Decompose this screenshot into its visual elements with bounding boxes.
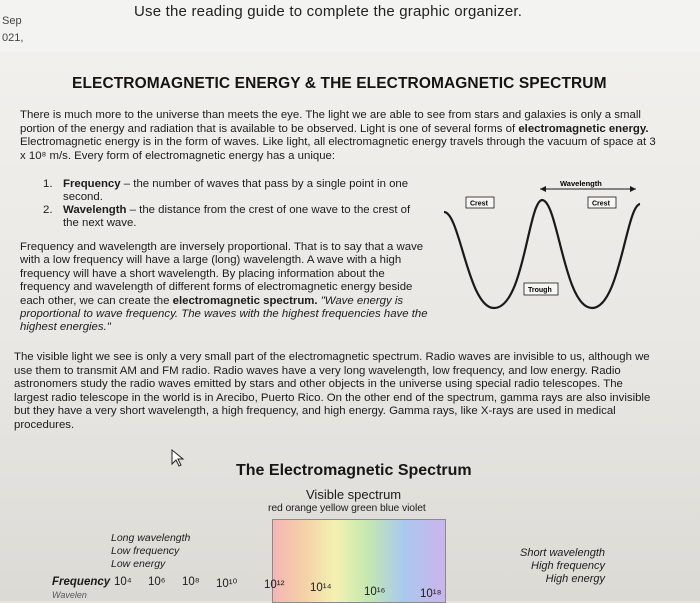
para2-italic-quote: "Wave energy is proportional to wave frequency. The waves with the highest frequencies have the highest energies." (20, 294, 428, 334)
low-end-label: Long wavelength (111, 532, 191, 544)
date-label (2, 13, 23, 47)
frequency-label: Frequency (52, 576, 111, 588)
date-line-1: Sep (2, 15, 22, 27)
frequency-tick: 10¹⁴ (310, 582, 332, 594)
spectrum-title: The Electromagnetic Spectrum (236, 462, 472, 479)
article-title: ELECTROMAGNETIC ENERGY & THE ELECTROMAGNETIC SPECTRUM (72, 75, 607, 92)
visible-spectrum-label: Visible spectrum (306, 487, 402, 502)
trough-label: Trough (528, 287, 552, 294)
high-end-label: High energy (545, 573, 605, 585)
list-item (43, 178, 413, 204)
para2-text: Frequency and wavelength are inversely proportional. That is to say that a wave with a low frequency will have a large (long) wavelength. A wave with a high frequency will have a short wavelength. By placing information about the frequency and wavelength of different forms of electromagnetic energy beside each other, we can create the (20, 241, 424, 307)
intro-text-a: There is much more to the universe than meets the eye. The light we are able to see from stars and galaxies is only a small portion of the energy and radiation that is available to be observed. Light is one of several forms of (20, 109, 641, 135)
intro-paragraph (20, 109, 656, 163)
crest-label-left: Crest (470, 200, 488, 208)
inverse-paragraph (20, 241, 432, 335)
frequency-tick: 10⁶ (148, 576, 166, 588)
frequency-tick: 10¹⁰ (216, 578, 238, 590)
visible-colors-label: red orange yellow green blue violet (268, 503, 426, 514)
list-term: Wavelength (63, 204, 127, 216)
arrow-right-head (630, 186, 636, 192)
top-header-bar (0, 0, 700, 52)
list-term: Frequency (63, 178, 121, 190)
visible-light-paragraph: The visible light we see is only a very small part of the electromagnetic spectrum. Radio waves are invisible to us, although we use them to transmit AM and FM radio. Radio waves have a very long wavelength, low frequency, and low energy. Radio astronomers study the radio waves emitted by stars and other objects in the universe using special radio telescopes. The largest radio telescope in the world is in Arecibo, Puerto Rico. On the other end of the spectrum, gamma rays are also invisible but they have a very short wavelength, a high frequency, and high energy. Gamma rays, like X-rays are used in medical procedures. (14, 351, 651, 431)
frequency-tick: 10¹⁸ (420, 588, 442, 600)
high-end-label: High frequency (531, 560, 605, 572)
intro-text-b: Electromagnetic energy is in the form of waves. Like light, all electromagnetic energy travels through the vacuum of space at 3 x 10⁸ m/s. Every form of electromagnetic energy has a unique: (20, 136, 656, 162)
list-definition: – the number of waves that pass by a single point in one second. (63, 178, 409, 203)
frequency-tick: 10¹² (264, 579, 285, 591)
wavelength-scale-label: Wavelen (52, 590, 87, 600)
frequency-tick: 10⁸ (182, 576, 200, 588)
intro-bold-term: electromagnetic energy. (518, 122, 649, 135)
mouse-cursor-icon (170, 448, 186, 468)
list-definition: – the distance from the crest of one wave to the crest of the next wave. (63, 204, 411, 229)
frequency-tick: 10¹⁶ (364, 586, 386, 598)
high-end-labels (520, 547, 605, 586)
wavelength-label: Wavelength (560, 179, 602, 188)
property-list (43, 178, 413, 230)
arrow-left-head (540, 186, 546, 192)
wave-diagram (440, 176, 645, 316)
high-end-label: Short wavelength (520, 547, 605, 559)
crest-label-right: Crest (592, 200, 610, 208)
list-item (43, 204, 413, 230)
low-end-label: Low energy (111, 558, 166, 570)
low-end-labels (111, 532, 190, 571)
instruction-text: Use the reading guide to complete the graphic organizer. (134, 3, 523, 20)
frequency-tick: 10⁴ (114, 576, 132, 588)
para2-bold-term: electromagnetic spectrum. (172, 294, 318, 307)
list-number: 1. (43, 178, 53, 190)
list-number: 2. (43, 204, 53, 216)
date-line-2: 021, (2, 32, 24, 44)
low-end-label: Low frequency (111, 545, 180, 557)
